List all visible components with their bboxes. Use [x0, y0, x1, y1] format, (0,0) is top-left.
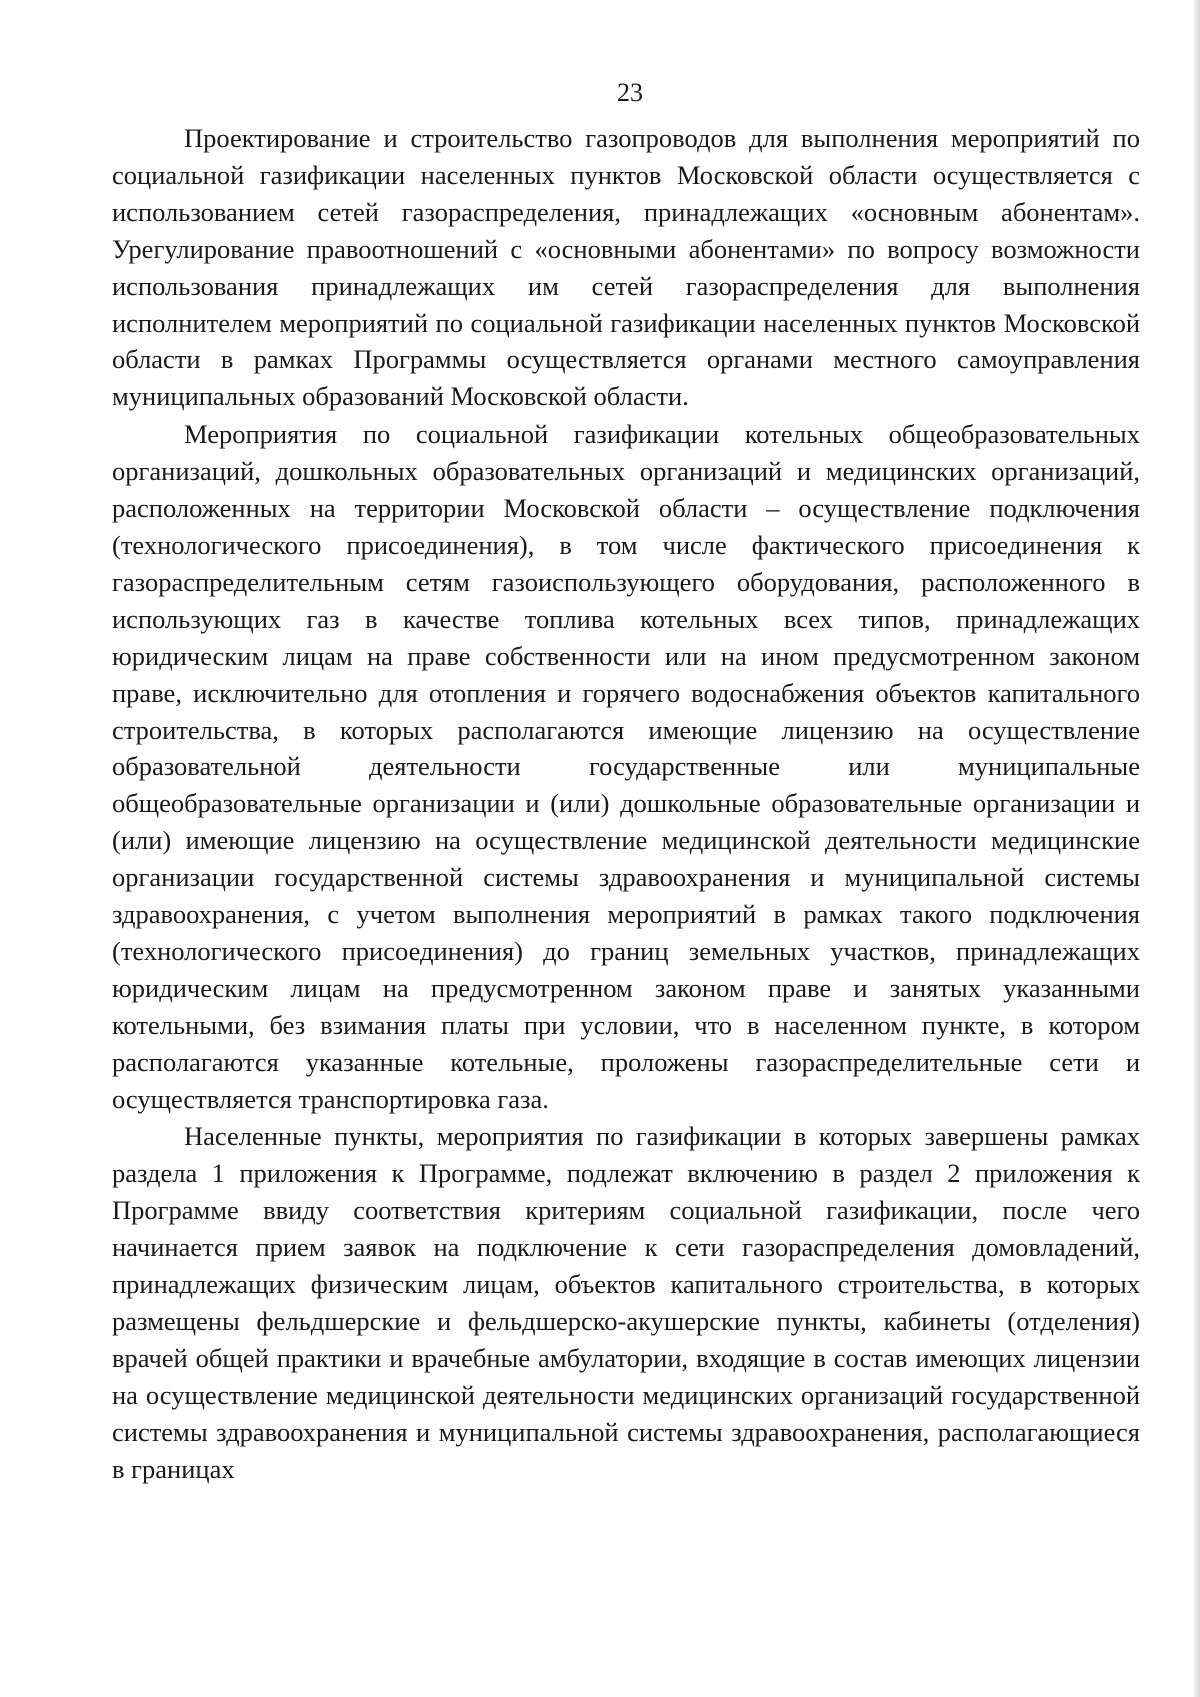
paragraph-3: Населенные пункты, мероприятия по газификации в которых завершены рамках раздела 1 приложения к Программе, подлежат включению в раздел 2 приложения к Программе ввиду соответствия критериям социальной газификации, после чего начинается прием заявок на подключение к сети газораспределения домовладений, принадлежащих физическим лицам, объектов капитального строительства, в которых размещены фельдшерские и фельдшерско-акушерские пункты, кабинеты (отделения) врачей общей практики и врачебные амбулатории, входящие в состав имеющих лицензии на осуществление медицинской деятельности медицинских организаций государственной системы здравоохранения и муниципальной системы здравоохранения, располагающиеся в границах — [112, 1121, 1140, 1484]
scan-edge-shadow — [1194, 0, 1200, 1697]
paragraph-2: Мероприятия по социальной газификации котельных общеобразовательных организаций, дошкольных образовательных организаций и медицинских организаций, расположенных на территории Московской области – осуществление подключения (технологического присоединения), в том числе фактического присоединения к газораспределительным сетям газоиспользующего оборудования, расположенного в использующих газ в качестве топлива котельных всех типов, принадлежащих юридическим лицам на праве собственности или на ином предусмотренном законом праве, исключительно для отопления и горячего водоснабжения объектов капитального строительства, в которых располагаются имеющие лицензию на осуществление образовательной деятельности государственные или муниципальные общеобразовательные организации и (или) дошкольные образовательные организации и (или) имеющие лицензию на осуществление медицинской деятельности медицинские организации государственной системы здравоохранения и муниципальной системы здравоохранения, с учетом выполнения мероприятий в рамках такого подключения (технологического присоединения) до границ земельных участков, принадлежащих юридическим лицам на предусмотренном законом праве и занятых указанными котельными, без взимания платы при условии, что в населенном пункте, в котором располагаются указанные котельные, проложены газораспределительные сети и осуществляется транспортировка газа. — [112, 419, 1140, 1114]
page-number: 23 — [617, 78, 643, 107]
paragraph-1: Проектирование и строительство газопроводов для выполнения мероприятий по социальной газификации населенных пунктов Московской области осуществляется с использованием сетей газораспределения, принадлежащих «основным абонентам». Урегулирование правоотношений с «основными абонентами» по вопросу возможности использования принадлежащих им сетей газораспределения для выполнения исполнителем мероприятий по социальной газификации населенных пунктов Московской области в рамках Программы осуществляется органами местного самоуправления муниципальных образований Московской области. — [112, 123, 1140, 412]
document-body — [112, 120, 1140, 1489]
